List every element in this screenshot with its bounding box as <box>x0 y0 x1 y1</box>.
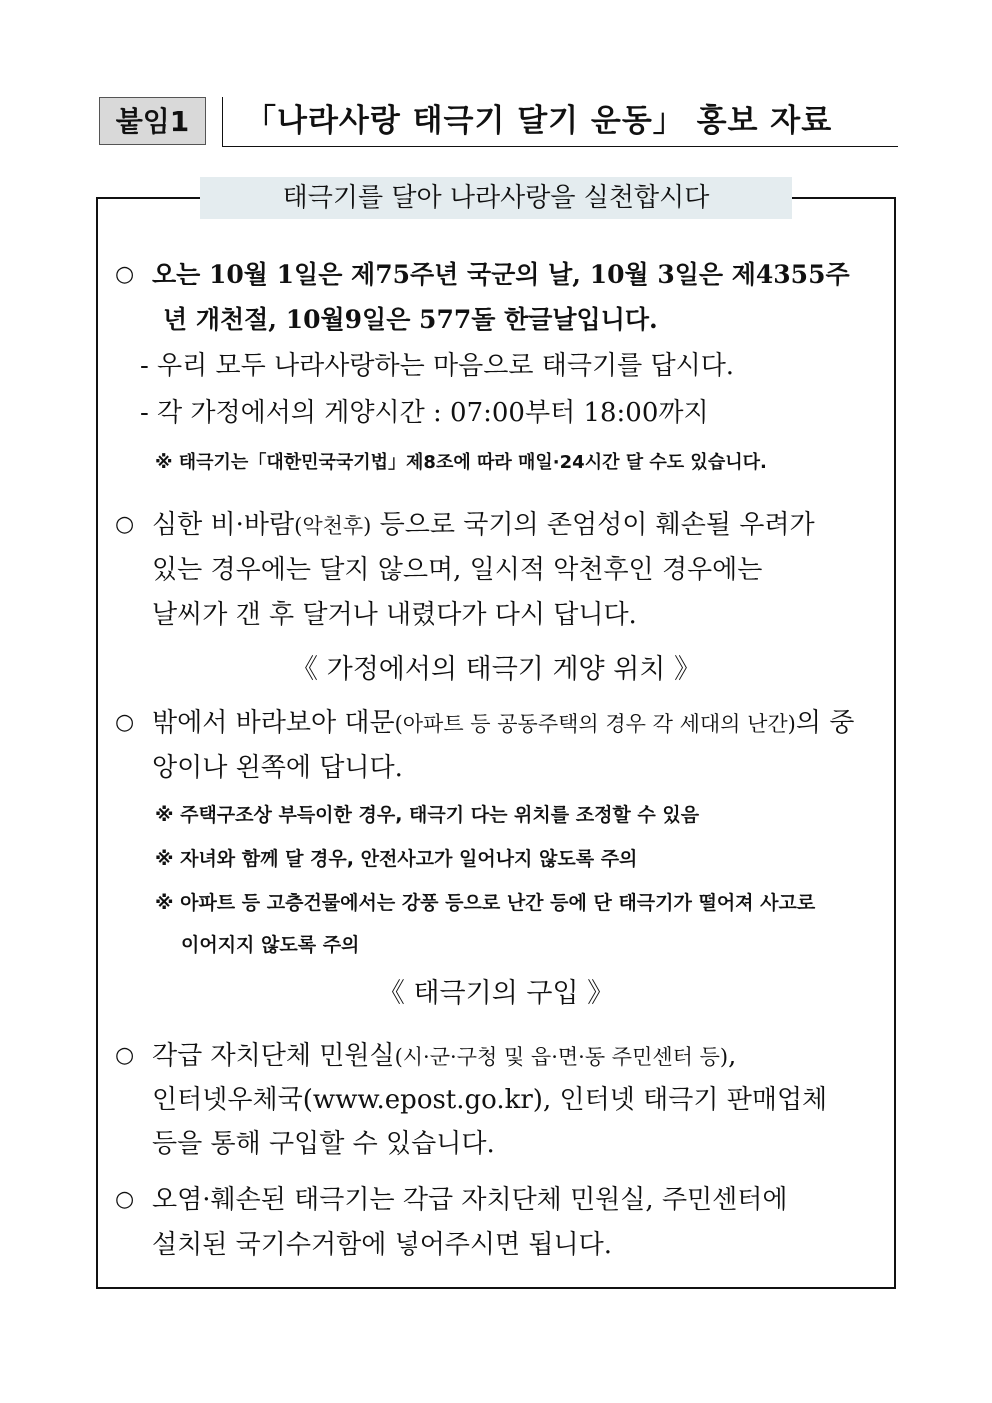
section3-note3b: 이어지지 않도록 주의 <box>181 934 360 956</box>
purchase-heading: 《 태극기의 구입 》 <box>377 978 615 1009</box>
bullet-circle: ○ <box>115 1043 135 1068</box>
section2-line3: 날씨가 갠 후 달거나 내렸다가 다시 답니다. <box>152 600 637 630</box>
bullet-circle: ○ <box>115 710 135 735</box>
bullet-circle: ○ <box>115 262 135 287</box>
section2-line1-c: 등으로 국기의 존엄성이 훼손될 우려가 <box>371 510 815 540</box>
section1-dash2: - 각 가정에서의 게양시간 : 07:00부터 18:00까지 <box>140 398 709 428</box>
section3-note3a: ※ 아파트 등 고층건물에서는 강풍 등으로 난간 등에 단 태극기가 떨어져 사고로 <box>155 892 816 914</box>
section1-dash1: - 우리 모두 나라사랑하는 마음으로 태극기를 답시다. <box>140 351 735 381</box>
section3-line1-a: 밖에서 바라보아 대문 <box>152 708 395 738</box>
section3-note2: ※ 자녀와 함께 달 경우, 안전사고가 일어나지 않도록 주의 <box>155 848 638 870</box>
section5-line1: 오염·훼손된 태극기는 각급 자치단체 민원실, 주민센터에 <box>152 1185 788 1215</box>
section2-line2: 있는 경우에는 달지 않으며, 일시적 악천후인 경우에는 <box>152 555 763 585</box>
section3-line1-b: (아파트 등 공동주택의 경우 각 세대의 난간) <box>394 712 796 736</box>
section1-line1: 오는 10월 1일은 제75주년 국군의 날, 10월 3일은 제4355주 <box>152 260 850 289</box>
banner-heading: 태극기를 달아 나라사랑을 실천합시다 <box>200 177 792 219</box>
section3-note1: ※ 주택구조상 부득이한 경우, 태극기 다는 위치를 조정할 수 있음 <box>155 804 700 826</box>
section2-line1-a: 심한 비·바람 <box>152 510 295 540</box>
page-title: 「나라사랑 태극기 달기 운동」 홍보 자료 <box>245 103 833 139</box>
section2-line1-b: (악천후) <box>294 514 372 538</box>
header-separator <box>222 97 223 147</box>
section4-line1-c: , <box>728 1041 737 1071</box>
location-heading: 《 가정에서의 태극기 게양 위치 》 <box>291 654 701 685</box>
section1-note: ※ 태극기는「대한민국국기법」제8조에 따라 매일·24시간 달 수도 있습니다. <box>155 452 767 473</box>
attachment-tag: 붙임1 <box>99 97 206 145</box>
bullet-circle: ○ <box>115 512 135 537</box>
section4-line2: 인터넷우체국(www.epost.go.kr), 인터넷 태극기 판매업체 <box>152 1085 828 1115</box>
section4-line1 <box>152 1038 736 1075</box>
section3-line1-c: 의 중 <box>795 708 855 738</box>
section3-line2: 앙이나 왼쪽에 답니다. <box>152 753 403 783</box>
section4-line3: 등을 통해 구입할 수 있습니다. <box>152 1129 495 1159</box>
title-underline <box>222 146 898 147</box>
section3-line1 <box>152 705 854 742</box>
section2-line1 <box>152 507 815 544</box>
bullet-circle: ○ <box>115 1187 135 1212</box>
section4-line1-a: 각급 자치단체 민원실 <box>152 1041 395 1071</box>
section5-line2: 설치된 국기수거함에 넣어주시면 됩니다. <box>152 1230 613 1260</box>
section1-line2: 년 개천절, 10월9일은 577돌 한글날입니다. <box>163 305 658 334</box>
section4-line1-b: (시·군·구청 및 읍·면·동 주민센터 등) <box>394 1045 729 1069</box>
